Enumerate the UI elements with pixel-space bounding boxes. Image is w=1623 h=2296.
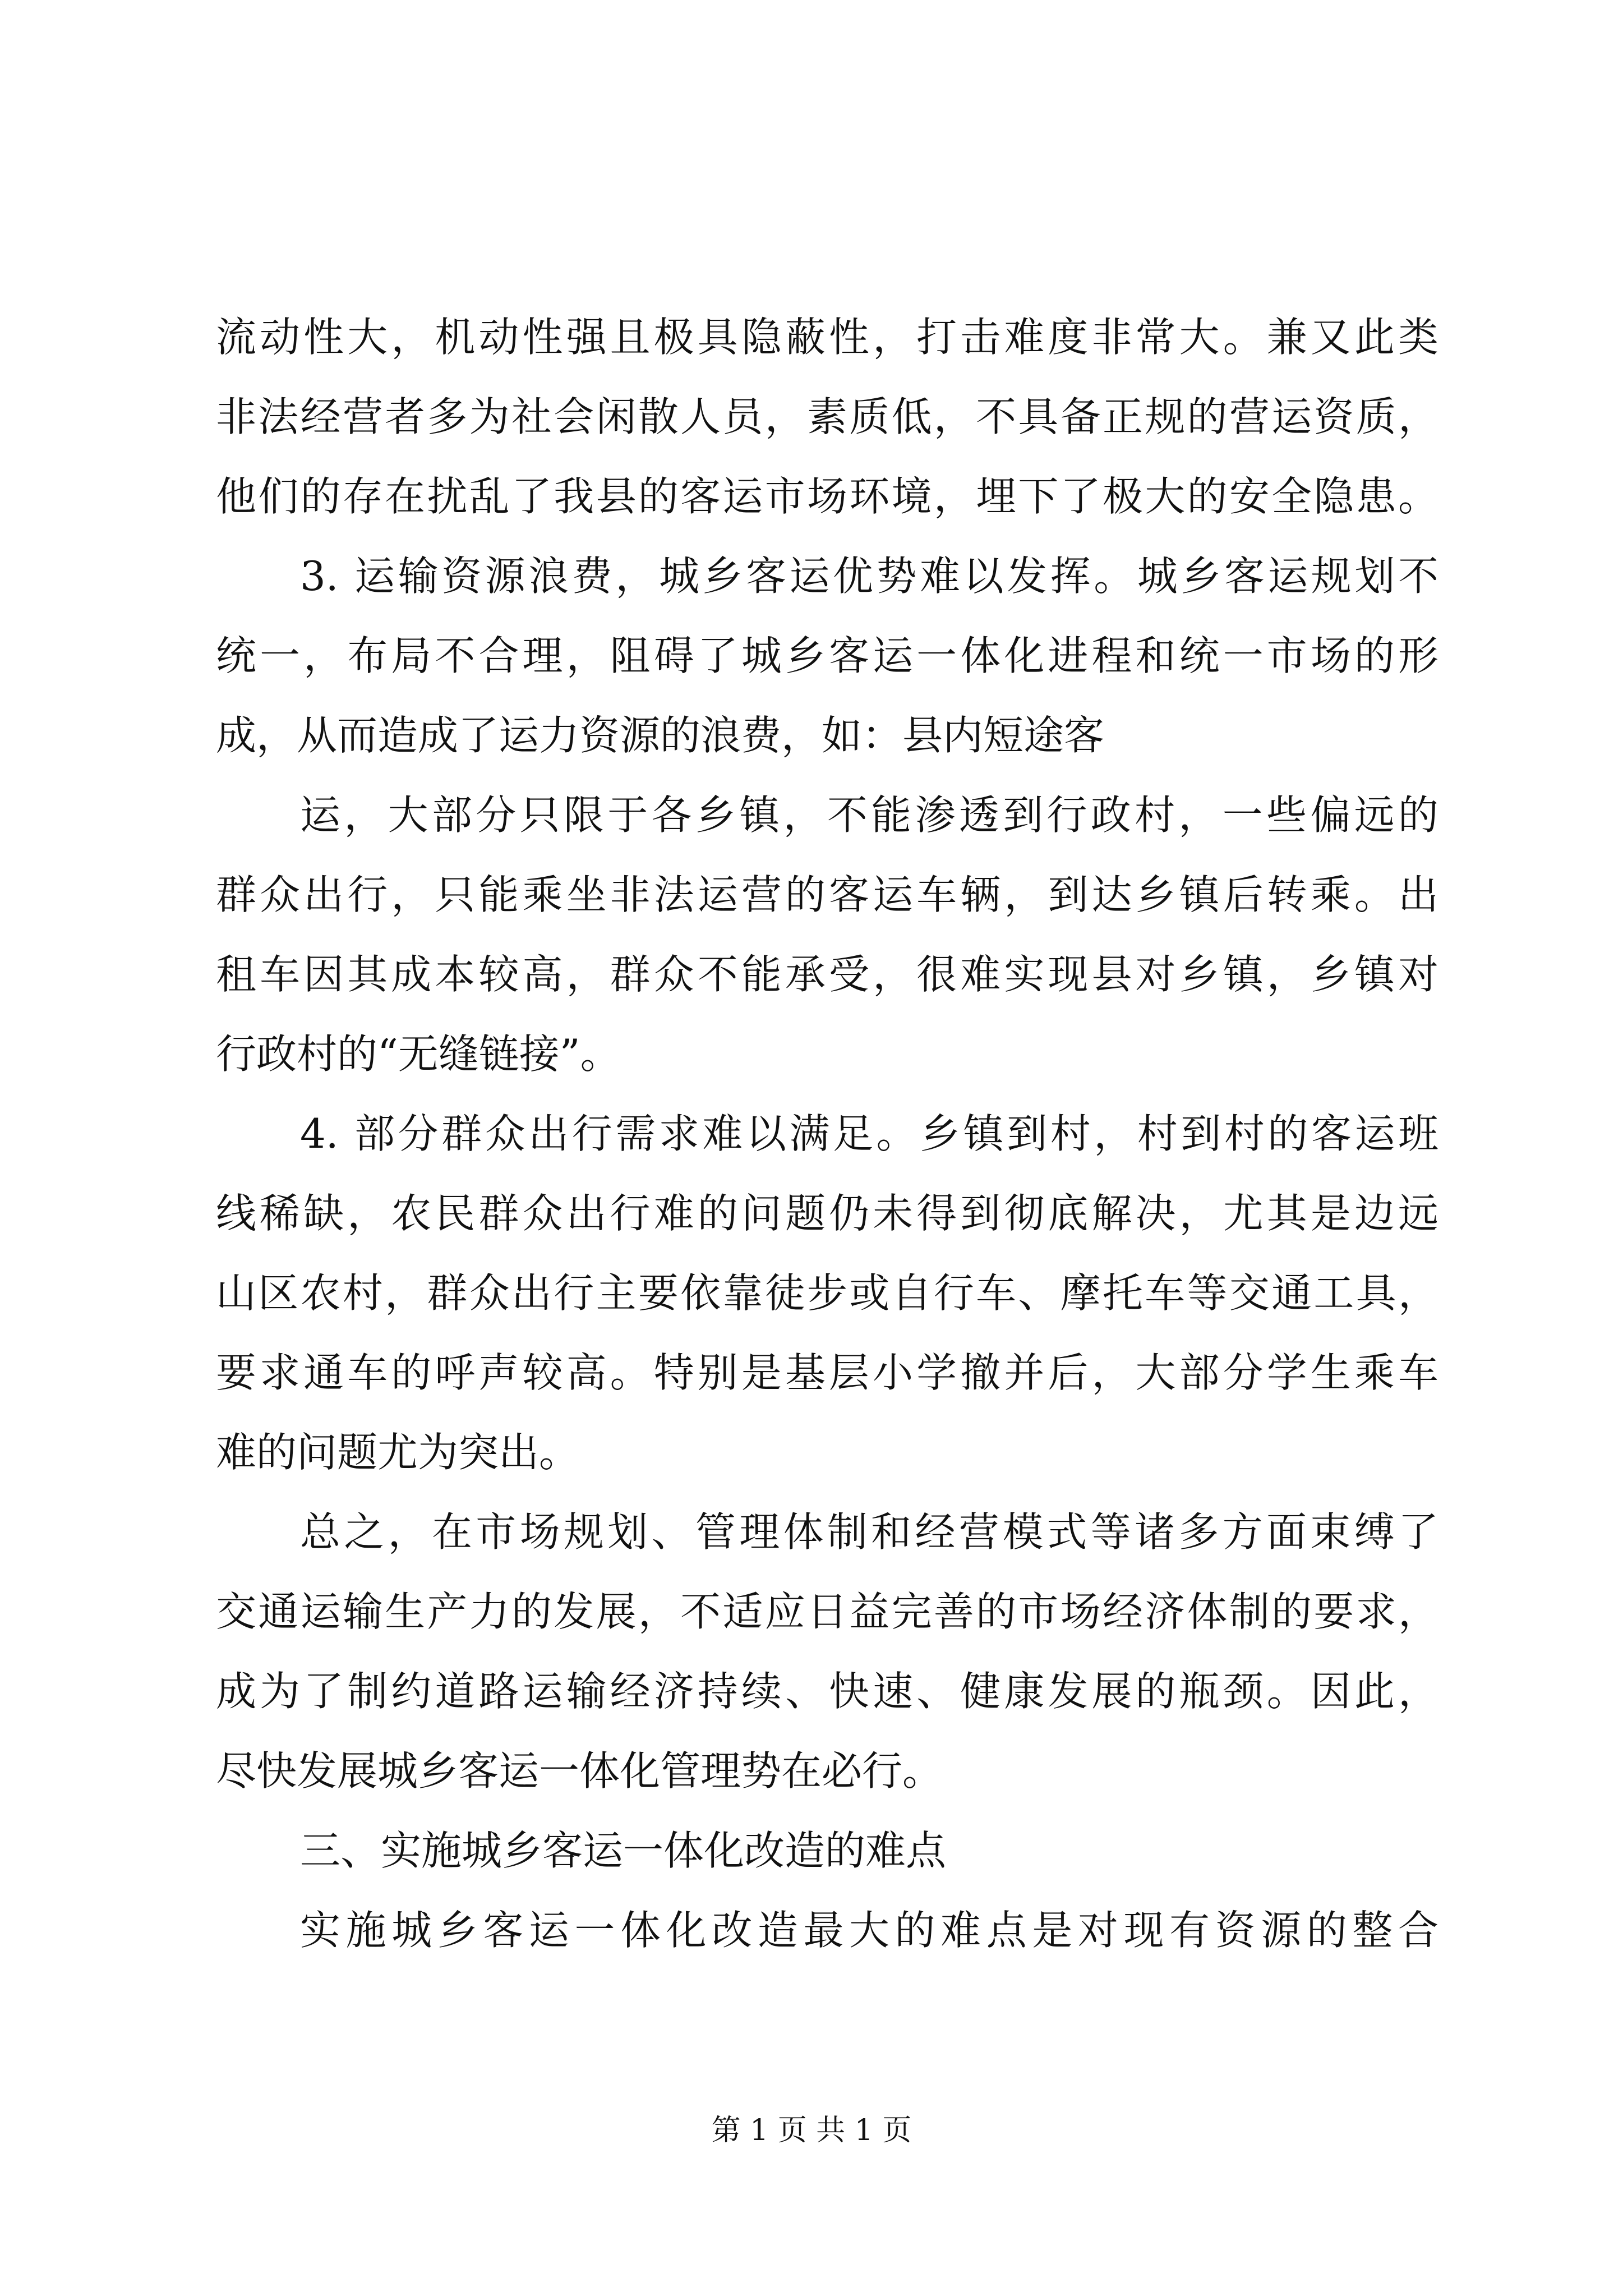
text-line: 山区农村，群众出行主要依靠徒步或自行车、摩托车等交通工具，	[216, 1269, 1438, 1317]
text-line: 统一，布局不合理，阻碍了城乡客运一体化进程和统一市场的形	[216, 632, 1438, 679]
text-line: 4. 部分群众出行需求难以满足。乡镇到村，村到村的客运班	[300, 1110, 1438, 1157]
text-line: 实施城乡客运一体化改造最大的难点是对现有资源的整合	[300, 1907, 1438, 1954]
text-line: 非法经营者多为社会闲散人员，素质低，不具备正规的营运资质，	[216, 393, 1438, 440]
text-line: 难的问题尤为突出。	[216, 1429, 580, 1476]
text-line: 三、实施城乡客运一体化改造的难点	[300, 1827, 947, 1874]
text-line: 他们的存在扰乱了我县的客运市场环境，埋下了极大的安全隐患。	[216, 473, 1438, 520]
text-line: 行政村的“无缝链接”。	[216, 1030, 621, 1078]
text-line: 成，从而造成了运力资源的浪费，如：县内短途客	[216, 712, 1105, 759]
text-line: 交通运输生产力的发展，不适应日益完善的市场经济体制的要求，	[216, 1588, 1438, 1635]
text-line: 群众出行，只能乘坐非法运营的客运车辆，到达乡镇后转乘。出	[216, 871, 1438, 918]
page-footer: 第 1 页 共 1 页	[711, 2114, 912, 2147]
text-line: 租车因其成本较高，群众不能承受，很难实现县对乡镇，乡镇对	[216, 951, 1438, 998]
text-line: 成为了制约道路运输经济持续、快速、健康发展的瓶颈。因此，	[216, 1668, 1438, 1715]
text-line: 运，大部分只限于各乡镇，不能渗透到行政村，一些偏远的	[300, 792, 1438, 839]
text-line: 3. 运输资源浪费，城乡客运优势难以发挥。城乡客运规划不	[300, 553, 1438, 600]
text-line: 尽快发展城乡客运一体化管理势在必行。	[216, 1747, 943, 1795]
text-line: 总之，在市场规划、管理体制和经营模式等诸多方面束缚了	[300, 1508, 1438, 1556]
text-line: 要求通车的呼声较高。特别是基层小学撤并后，大部分学生乘车	[216, 1349, 1438, 1396]
body-text	[216, 297, 1438, 1970]
text-line: 线稀缺，农民群众出行难的问题仍未得到彻底解决，尤其是边远	[216, 1190, 1438, 1237]
text-line: 流动性大，机动性强且极具隐蔽性，打击难度非常大。兼又此类	[216, 314, 1438, 361]
